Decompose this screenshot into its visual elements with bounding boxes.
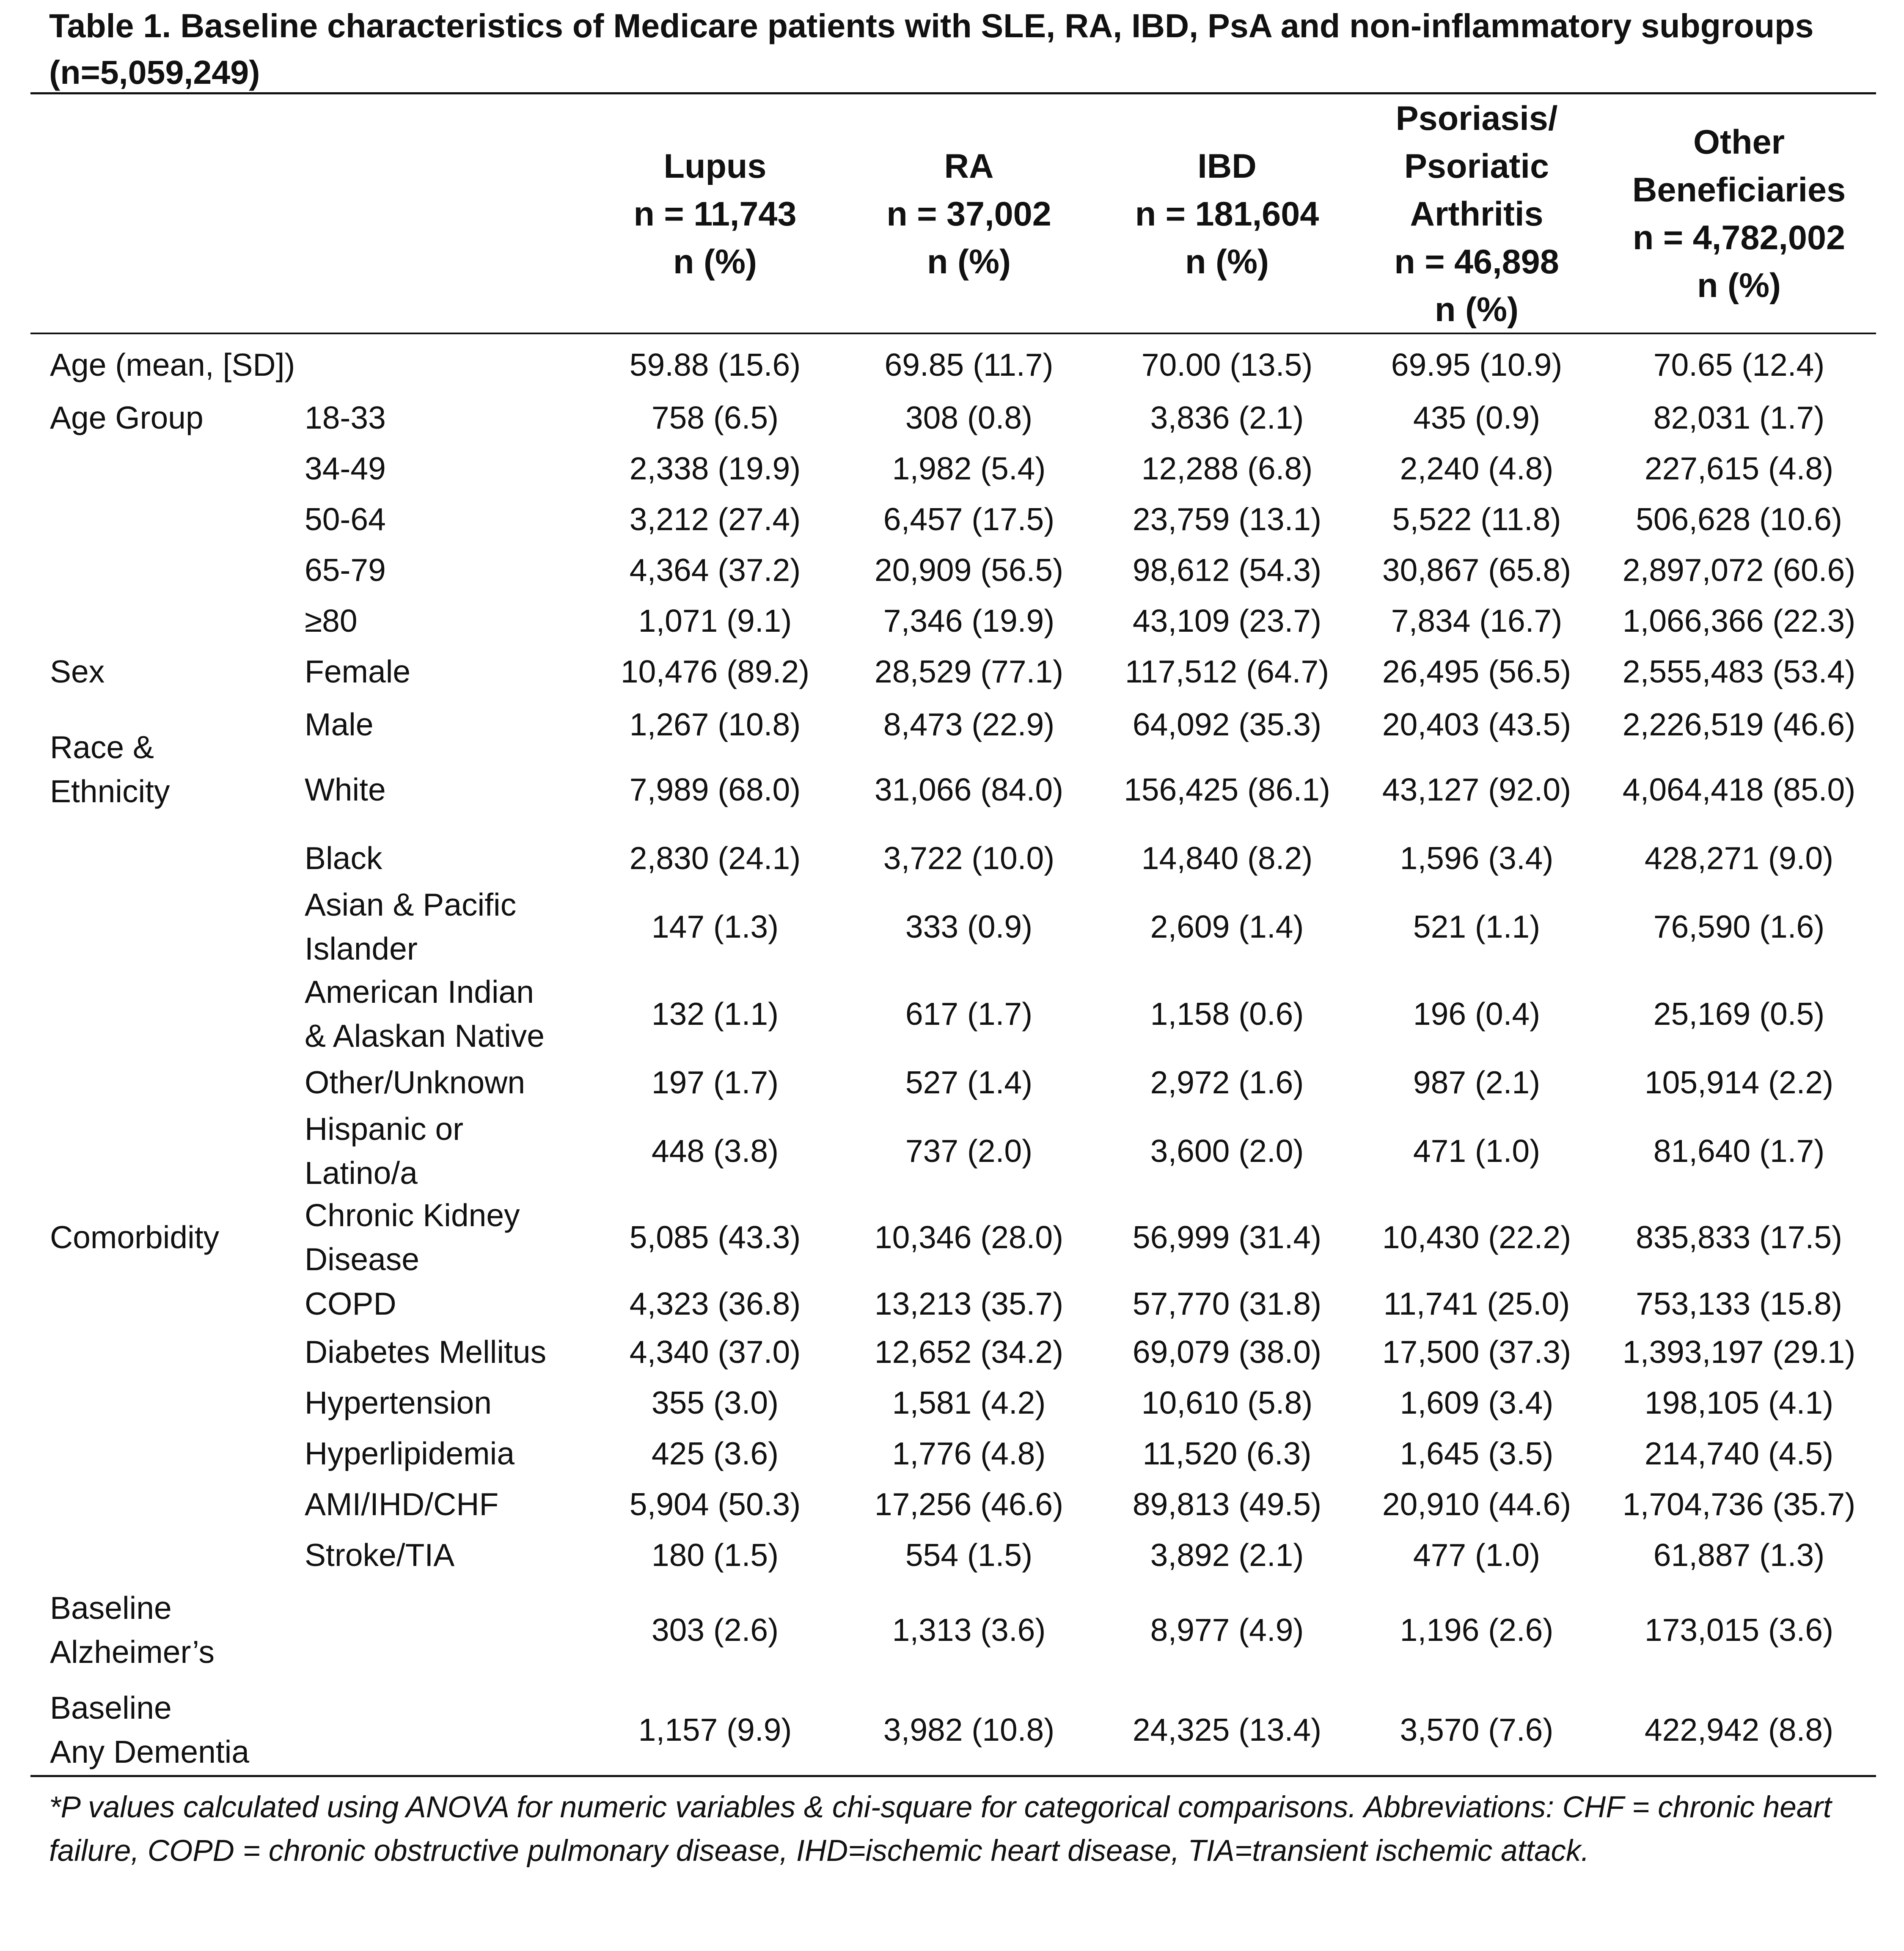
row-sub-label-line: 18-33 (305, 400, 386, 435)
column-header-line: n (%) (1185, 242, 1269, 281)
value-cell: 1,158 (0.6) (1150, 996, 1304, 1032)
value-cell: 6,457 (17.5) (883, 501, 1055, 537)
value-cell: 70.00 (13.5) (1141, 347, 1313, 382)
row-group-label-line: Baseline (50, 1690, 172, 1725)
table-footnote: *P values calculated using ANOVA for numeric variables & chi-square for categorical comparisons. Abbreviations: CHF = chronic heart failure, COPD = chronic obstructive pulmonary disease, IHD=ischemic heart disease, TIA=transient ischemic attack. (49, 1791, 1832, 1868)
value-cell: 1,267 (10.8) (629, 707, 801, 742)
value-cell: 2,972 (1.6) (1150, 1065, 1304, 1100)
row-sub-label-line: White (305, 772, 386, 807)
row-group-label-line: Any Dementia (50, 1734, 250, 1769)
row-sub-label (305, 1533, 454, 1577)
row-sub-label-line: Hypertension (305, 1385, 492, 1420)
value-cell: 1,071 (9.1) (638, 603, 792, 638)
row-sub-label-line: & Alaskan Native (305, 1018, 545, 1054)
row-sub-label-line: Stroke/TIA (305, 1537, 455, 1573)
value-cell: 43,127 (92.0) (1382, 772, 1571, 807)
value-cell: 2,830 (24.1) (629, 840, 801, 876)
value-cell: 2,897,072 (60.6) (1622, 552, 1856, 588)
row-sub-label (305, 836, 382, 880)
value-cell: 10,476 (89.2) (620, 654, 810, 689)
column-header-line: n = 4,782,002 (1632, 219, 1846, 257)
row-sub-label-line: Asian & Pacific (305, 887, 517, 922)
column-header-line: RA (944, 147, 994, 185)
value-cell: 448 (3.8) (651, 1133, 779, 1169)
value-cell: 3,722 (10.0) (883, 840, 1055, 876)
value-cell: 8,473 (22.9) (883, 707, 1055, 742)
value-cell: 1,313 (3.6) (892, 1612, 1046, 1648)
column-header (1100, 96, 1354, 332)
row-sub-label (305, 497, 386, 541)
value-cell: 17,500 (37.3) (1382, 1334, 1571, 1370)
row-group-label (50, 1586, 215, 1674)
row-sub-label-line: Disease (305, 1241, 419, 1277)
row-group-label (50, 1215, 219, 1259)
value-cell: 11,741 (25.0) (1383, 1286, 1570, 1321)
row-sub-label (305, 599, 358, 643)
row-group-label (50, 396, 204, 440)
value-cell: 2,338 (19.9) (629, 451, 801, 486)
value-cell: 76,590 (1.6) (1653, 909, 1825, 944)
column-header-line: Psoriatic (1404, 147, 1549, 185)
row-sub-label (305, 548, 386, 592)
value-cell: 527 (1.4) (905, 1065, 1033, 1100)
column-header-line: Other (1693, 123, 1785, 161)
value-cell: 12,652 (34.2) (874, 1334, 1064, 1370)
row-group-label-line: Comorbidity (50, 1219, 220, 1255)
value-cell: 8,977 (4.9) (1150, 1612, 1304, 1648)
value-cell: 64,092 (35.3) (1132, 707, 1322, 742)
value-cell: 180 (1.5) (651, 1537, 779, 1573)
value-cell: 2,226,519 (46.6) (1622, 707, 1856, 742)
value-cell: 43,109 (23.7) (1132, 603, 1322, 638)
value-cell: 7,989 (68.0) (629, 772, 801, 807)
value-cell: 14,840 (8.2) (1141, 840, 1313, 876)
value-cell: 758 (6.5) (651, 400, 779, 435)
value-cell: 1,393,197 (29.1) (1622, 1334, 1856, 1370)
value-cell: 17,256 (46.6) (874, 1486, 1064, 1522)
value-cell: 23,759 (13.1) (1132, 501, 1322, 537)
row-sub-label-line: Diabetes Mellitus (305, 1334, 547, 1370)
value-cell: 3,836 (2.1) (1150, 400, 1304, 435)
value-cell: 69.95 (10.9) (1391, 347, 1563, 382)
row-sub-label-line: Hyperlipidemia (305, 1436, 515, 1471)
row-group-label-line: Alzheimer’s (50, 1634, 215, 1670)
value-cell: 147 (1.3) (651, 909, 779, 944)
value-cell: 3,570 (7.6) (1400, 1712, 1554, 1747)
row-group-label-line: Race & (50, 729, 154, 765)
value-cell: 2,240 (4.8) (1400, 451, 1554, 486)
row-group-label (50, 343, 295, 387)
value-cell: 5,904 (50.3) (629, 1486, 801, 1522)
row-group-label-line: Baseline (50, 1590, 172, 1626)
row-sub-label (305, 702, 374, 746)
row-sub-label-line: AMI/IHD/CHF (305, 1486, 499, 1522)
row-sub-label (305, 1381, 492, 1425)
value-cell: 82,031 (1.7) (1653, 400, 1825, 435)
value-cell: 3,982 (10.8) (883, 1712, 1055, 1747)
column-header (1612, 96, 1866, 332)
value-cell: 835,833 (17.5) (1636, 1219, 1842, 1255)
row-sub-label-line: Male (305, 707, 374, 742)
value-cell: 20,910 (44.6) (1382, 1486, 1571, 1522)
value-cell: 3,892 (2.1) (1150, 1537, 1304, 1573)
value-cell: 12,288 (6.8) (1141, 451, 1313, 486)
row-sub-label-line: Hispanic or (305, 1111, 464, 1147)
column-header-line: Lupus (663, 147, 767, 185)
value-cell: 214,740 (4.5) (1644, 1436, 1834, 1471)
value-cell: 98,612 (54.3) (1132, 552, 1322, 588)
column-header-line: Arthritis (1410, 195, 1544, 233)
value-cell: 308 (0.8) (905, 400, 1033, 435)
row-sub-label (305, 1107, 463, 1195)
value-cell: 105,914 (2.2) (1644, 1065, 1834, 1100)
row-sub-label-line: Black (305, 840, 382, 876)
column-header-line: Psoriasis/ (1395, 99, 1558, 138)
value-cell: 4,323 (36.8) (629, 1286, 801, 1321)
value-cell: 1,157 (9.9) (638, 1712, 792, 1747)
row-sub-label-line: Latino/a (305, 1155, 418, 1191)
column-header-line: n (%) (927, 242, 1011, 281)
row-sub-label-line: COPD (305, 1286, 396, 1321)
row-group-label (50, 725, 170, 813)
row-group-label-line: Age (mean, [SD]) (50, 347, 295, 382)
value-cell: 1,581 (4.2) (892, 1385, 1046, 1420)
row-group-label (50, 1686, 249, 1774)
row-sub-label-line: Other/Unknown (305, 1065, 526, 1100)
value-cell: 30,867 (65.8) (1382, 552, 1571, 588)
value-cell: 5,522 (11.8) (1392, 501, 1561, 537)
header-rule (30, 333, 1876, 334)
value-cell: 1,609 (3.4) (1400, 1385, 1554, 1420)
value-cell: 4,064,418 (85.0) (1622, 772, 1856, 807)
row-sub-label-line: Chronic Kidney (305, 1197, 520, 1233)
column-header-line: n (%) (1435, 290, 1519, 329)
value-cell: 355 (3.0) (651, 1385, 779, 1420)
row-sub-label (305, 883, 516, 971)
row-sub-label (305, 1282, 396, 1326)
column-header (842, 96, 1096, 332)
column-header-line: n = 11,743 (633, 195, 797, 233)
column-header (1350, 96, 1604, 332)
value-cell: 425 (3.6) (651, 1436, 779, 1471)
row-sub-label (305, 768, 386, 812)
value-cell: 132 (1.1) (651, 996, 779, 1032)
value-cell: 61,887 (1.3) (1653, 1537, 1825, 1573)
column-header-line: n (%) (1697, 267, 1781, 305)
row-sub-label (305, 1482, 498, 1526)
value-cell: 737 (2.0) (905, 1133, 1033, 1169)
value-cell: 617 (1.7) (905, 996, 1033, 1032)
value-cell: 1,066,366 (22.3) (1622, 603, 1856, 638)
row-sub-label-line: 65-79 (305, 552, 386, 588)
value-cell: 1,196 (2.6) (1400, 1612, 1554, 1648)
row-sub-label-line: Female (305, 654, 411, 689)
value-cell: 303 (2.6) (651, 1612, 779, 1648)
value-cell: 173,015 (3.6) (1644, 1612, 1834, 1648)
value-cell: 20,909 (56.5) (874, 552, 1064, 588)
row-sub-label (305, 970, 545, 1058)
row-sub-label-line: American Indian (305, 974, 534, 1010)
row-sub-label (305, 1330, 546, 1374)
column-header-line: n = 181,604 (1135, 195, 1319, 233)
row-sub-label (305, 1060, 525, 1104)
row-sub-label-line: 50-64 (305, 501, 386, 537)
row-group-label-line: Ethnicity (50, 773, 170, 809)
column-header (588, 96, 842, 332)
column-header-line: n = 37,002 (886, 195, 1051, 233)
value-cell: 521 (1.1) (1413, 909, 1541, 944)
value-cell: 1,704,736 (35.7) (1622, 1486, 1856, 1522)
value-cell: 4,364 (37.2) (629, 552, 801, 588)
value-cell: 3,212 (27.4) (629, 501, 801, 537)
value-cell: 435 (0.9) (1413, 400, 1541, 435)
column-header-line: n = 46,898 (1394, 242, 1559, 281)
value-cell: 428,271 (9.0) (1644, 840, 1834, 876)
row-group-label-line: Age Group (50, 400, 204, 435)
value-cell: 333 (0.9) (905, 909, 1033, 944)
value-cell: 69.85 (11.7) (884, 347, 1054, 382)
value-cell: 25,169 (0.5) (1653, 996, 1825, 1032)
value-cell: 753,133 (15.8) (1636, 1286, 1842, 1321)
value-cell: 7,834 (16.7) (1391, 603, 1563, 638)
bottom-rule (30, 1775, 1876, 1777)
row-group-label (50, 649, 105, 693)
value-cell: 10,346 (28.0) (874, 1219, 1064, 1255)
row-sub-label (305, 396, 386, 440)
row-sub-label (305, 1193, 520, 1281)
value-cell: 1,596 (3.4) (1400, 840, 1554, 876)
row-sub-label (305, 446, 386, 490)
row-sub-label (305, 1431, 515, 1475)
value-cell: 227,615 (4.8) (1644, 451, 1834, 486)
value-cell: 422,942 (8.8) (1644, 1712, 1834, 1747)
value-cell: 31,066 (84.0) (874, 772, 1064, 807)
value-cell: 2,555,483 (53.4) (1622, 654, 1856, 689)
value-cell: 156,425 (86.1) (1124, 772, 1330, 807)
column-header-line: Beneficiaries (1632, 171, 1846, 209)
table-title: Table 1. Baseline characteristics of Medicare patients with SLE, RA, IBD, PsA and non-inflammatory subgroups (n=5,059,249) (49, 7, 1814, 91)
value-cell: 1,776 (4.8) (892, 1436, 1046, 1471)
value-cell: 4,340 (37.0) (629, 1334, 801, 1370)
value-cell: 59.88 (15.6) (629, 347, 801, 382)
value-cell: 13,213 (35.7) (874, 1286, 1064, 1321)
value-cell: 198,105 (4.1) (1644, 1385, 1834, 1420)
value-cell: 10,610 (5.8) (1141, 1385, 1313, 1420)
column-header-line: IBD (1197, 147, 1257, 185)
row-sub-label (305, 649, 410, 693)
value-cell: 3,600 (2.0) (1150, 1133, 1304, 1169)
row-group-label-line: Sex (50, 654, 105, 689)
row-sub-label-line: ≥80 (305, 603, 358, 638)
value-cell: 196 (0.4) (1413, 996, 1541, 1032)
value-cell: 69,079 (38.0) (1132, 1334, 1322, 1370)
value-cell: 57,770 (31.8) (1132, 1286, 1322, 1321)
value-cell: 26,495 (56.5) (1382, 654, 1571, 689)
value-cell: 554 (1.5) (905, 1537, 1033, 1573)
value-cell: 471 (1.0) (1413, 1133, 1541, 1169)
value-cell: 1,645 (3.5) (1400, 1436, 1554, 1471)
value-cell: 11,520 (6.3) (1142, 1436, 1312, 1471)
value-cell: 89,813 (49.5) (1132, 1486, 1322, 1522)
value-cell: 2,609 (1.4) (1150, 909, 1304, 944)
value-cell: 477 (1.0) (1413, 1537, 1541, 1573)
value-cell: 506,628 (10.6) (1636, 501, 1842, 537)
value-cell: 24,325 (13.4) (1132, 1712, 1322, 1747)
value-cell: 1,982 (5.4) (892, 451, 1046, 486)
value-cell: 7,346 (19.9) (883, 603, 1055, 638)
value-cell: 28,529 (77.1) (874, 654, 1064, 689)
value-cell: 5,085 (43.3) (629, 1219, 801, 1255)
value-cell: 70.65 (12.4) (1653, 347, 1825, 382)
value-cell: 81,640 (1.7) (1653, 1133, 1825, 1169)
row-sub-label-line: 34-49 (305, 451, 386, 486)
row-sub-label-line: Islander (305, 931, 418, 966)
value-cell: 987 (2.1) (1413, 1065, 1541, 1100)
value-cell: 197 (1.7) (651, 1065, 779, 1100)
value-cell: 56,999 (31.4) (1132, 1219, 1322, 1255)
value-cell: 117,512 (64.7) (1125, 654, 1329, 689)
value-cell: 10,430 (22.2) (1382, 1219, 1571, 1255)
top-rule (30, 92, 1876, 94)
column-header-line: n (%) (673, 242, 757, 281)
value-cell: 20,403 (43.5) (1382, 707, 1571, 742)
